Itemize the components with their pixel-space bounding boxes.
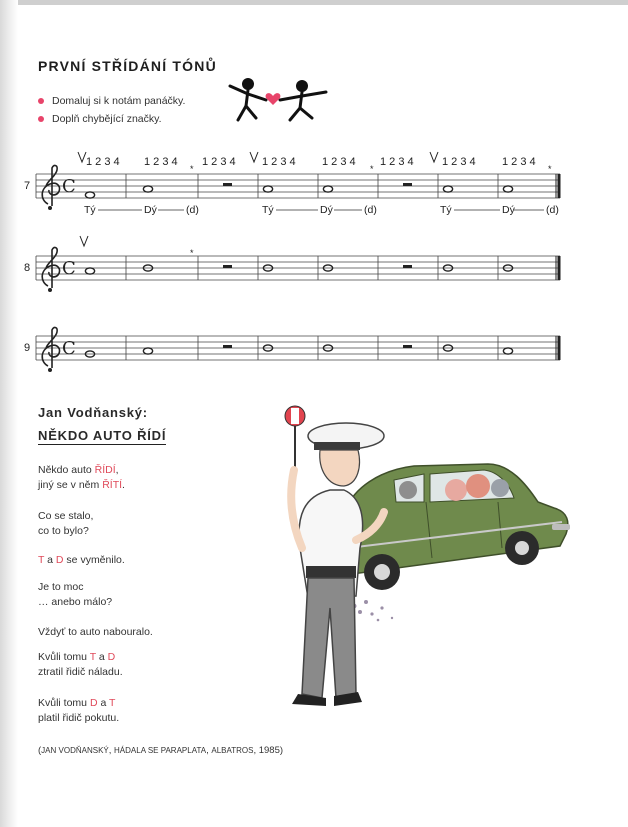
poem-text: Co se stalo, bbox=[38, 510, 94, 522]
citation-separator: , bbox=[206, 745, 212, 756]
syllable: Dý bbox=[320, 204, 333, 216]
beat-count: 1 2 3 4 bbox=[502, 156, 536, 168]
syllable: (d) bbox=[546, 204, 559, 216]
poem-line bbox=[38, 580, 112, 595]
syllable: (d) bbox=[364, 204, 377, 216]
poem-stanza bbox=[38, 463, 125, 493]
citation-author: JAN VODŇANSKÝ bbox=[41, 746, 109, 755]
svg-text:*: * bbox=[370, 164, 374, 174]
citation-open: ( bbox=[38, 745, 42, 756]
poem-stanza bbox=[38, 650, 123, 680]
poem-line bbox=[38, 696, 119, 711]
poem-text: … anebo málo? bbox=[38, 596, 113, 608]
poem-stanza bbox=[38, 696, 119, 726]
beat-count: 1 2 3 4 bbox=[442, 156, 476, 168]
highlighted-letters: D bbox=[107, 651, 116, 663]
poem-text: a bbox=[97, 697, 110, 709]
poem-text: se vyměnilo. bbox=[63, 554, 125, 566]
beat-count: 1 2 3 4 bbox=[380, 156, 414, 168]
syllable: Tý bbox=[440, 204, 452, 216]
poem-text: Kvůli tomu bbox=[38, 651, 90, 663]
poem-line bbox=[38, 625, 153, 640]
poem-text: a bbox=[44, 554, 56, 566]
poem-text: Někdo auto bbox=[38, 464, 95, 476]
beat-count: 1 2 3 4 bbox=[322, 156, 356, 168]
poem-text: , bbox=[115, 464, 119, 476]
exercise-number: 7 bbox=[24, 180, 31, 192]
poem-text: co to bylo? bbox=[38, 525, 89, 537]
highlighted-letters: T bbox=[109, 697, 116, 709]
syllable: (d) bbox=[186, 204, 199, 216]
poem-line bbox=[38, 650, 123, 665]
instruction-text: Domaluj si k notám panáčky. bbox=[52, 95, 186, 107]
highlighted-letters: ŘÍDÍ bbox=[94, 464, 116, 476]
common-time-icon: C bbox=[62, 258, 76, 279]
poem-stanza bbox=[38, 625, 153, 640]
syllable: Tý bbox=[262, 204, 274, 216]
exercise-number: 8 bbox=[24, 262, 31, 274]
poem-line bbox=[38, 524, 93, 539]
poem-stanza bbox=[38, 580, 112, 610]
svg-text:*: * bbox=[190, 164, 194, 174]
poem-author: Jan Vodňanský: bbox=[38, 405, 148, 420]
staff-9 bbox=[36, 328, 560, 372]
highlighted-letters: D bbox=[55, 554, 64, 566]
svg-text:*: * bbox=[190, 248, 194, 258]
staff-8 bbox=[36, 236, 560, 292]
poem-line bbox=[38, 463, 125, 478]
treble-clef-icon bbox=[42, 166, 59, 210]
highlighted-letters: ŘÍTÍ bbox=[102, 479, 123, 491]
citation-year: , 1985) bbox=[253, 745, 284, 756]
poem-text: Kvůli tomu bbox=[38, 697, 90, 709]
treble-clef-icon bbox=[42, 248, 59, 292]
poem-title: NĚKDO AUTO ŘÍDÍ bbox=[38, 428, 167, 443]
syllable: Tý bbox=[84, 204, 96, 216]
syllable: Dý bbox=[144, 204, 157, 216]
highlighted-letters: T bbox=[89, 651, 96, 663]
section-heading: PRVNÍ STŘÍDÁNÍ TÓNŮ bbox=[38, 58, 217, 74]
citation-separator: , bbox=[108, 745, 115, 756]
syllable: Dý bbox=[502, 204, 515, 216]
poem-text: Vždyť to auto nabouralo. bbox=[38, 626, 153, 638]
instruction-text: Doplň chybějící značky. bbox=[52, 113, 162, 125]
beat-count: 1 2 3 4 bbox=[202, 156, 236, 168]
poem-line bbox=[38, 553, 125, 568]
treble-clef-icon bbox=[42, 328, 59, 372]
poem-stanza bbox=[38, 509, 93, 539]
beat-count: 1 2 3 4 bbox=[86, 156, 120, 168]
common-time-icon: C bbox=[62, 176, 76, 197]
poem-text: jiný se v něm bbox=[38, 479, 103, 491]
poem-text: ztratil řidič náladu. bbox=[38, 666, 123, 678]
citation-publisher: ALBATROS bbox=[211, 746, 254, 755]
poem-text: a bbox=[95, 651, 108, 663]
svg-text:*: * bbox=[548, 164, 552, 174]
poem-text: . bbox=[122, 479, 125, 491]
policeman-and-car-illustration bbox=[248, 398, 578, 738]
poem-text: platil řidič pokutu. bbox=[38, 712, 120, 724]
highlighted-letters: D bbox=[89, 697, 98, 709]
exercise-number: 9 bbox=[24, 342, 31, 354]
citation bbox=[38, 745, 283, 756]
citation-book: HÁDALA SE PARAPLATA bbox=[114, 746, 207, 755]
poem-line bbox=[38, 665, 123, 680]
beat-count: 1 2 3 4 bbox=[144, 156, 178, 168]
poem-line bbox=[38, 711, 119, 726]
beat-count: 1 2 3 4 bbox=[262, 156, 296, 168]
poem-line bbox=[38, 509, 93, 524]
common-time-icon: C bbox=[62, 338, 76, 359]
highlighted-letters: T bbox=[38, 554, 45, 566]
poem-text: Je to moc bbox=[38, 581, 84, 593]
poem-line bbox=[38, 478, 125, 493]
music-exercises bbox=[0, 0, 628, 400]
poem-stanza bbox=[38, 553, 125, 568]
poem-line bbox=[38, 595, 112, 610]
